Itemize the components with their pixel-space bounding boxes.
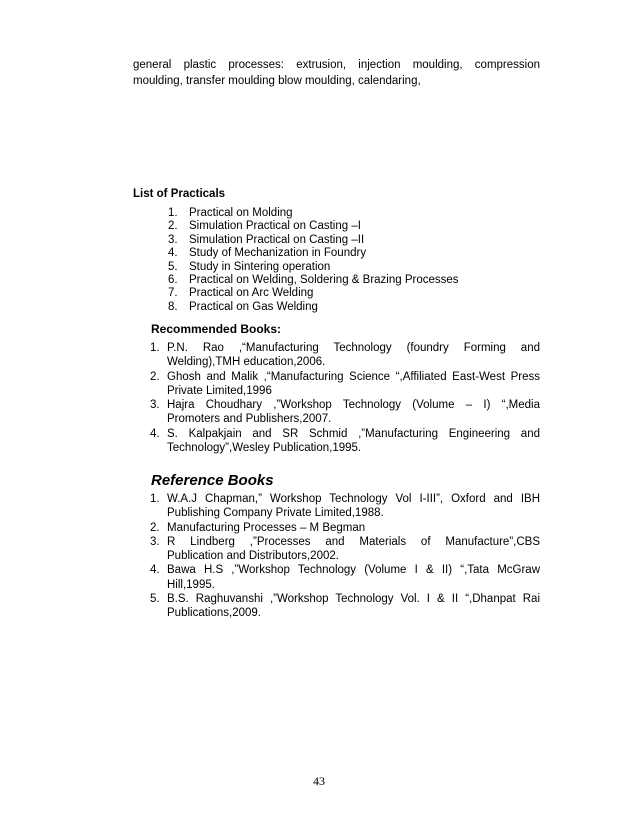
practical-number: 3.	[168, 233, 178, 246]
reference-books-list	[150, 492, 540, 621]
book-line-2: Publications,2009.	[167, 607, 261, 620]
book-item	[150, 535, 540, 564]
intro-paragraph	[133, 57, 540, 89]
book-line-1: Bawa H.S ,”Workshop Technology (Volume I & II) “,Tata McGraw	[167, 564, 540, 577]
book-line-2: Welding),TMH education,2006.	[167, 356, 326, 369]
practical-item	[168, 287, 459, 300]
practical-text: Simulation Practical on Casting –I	[189, 220, 361, 233]
practical-item	[168, 234, 459, 247]
book-line-2: Publication and Distributors,2002.	[167, 550, 339, 563]
practical-item	[168, 301, 459, 314]
book-line-1: Manufacturing Processes – M Begman	[167, 521, 366, 534]
practical-text: Simulation Practical on Casting –II	[189, 233, 365, 246]
book-item	[150, 341, 540, 370]
book-number: 2.	[150, 370, 160, 383]
practical-number: 7.	[168, 287, 178, 300]
book-item	[150, 492, 540, 521]
book-line-1: Ghosh and Malik ,“Manufacturing Science “,Affiliated East-West Press	[167, 370, 540, 383]
book-line-1: B.S. Raghuvanshi ,”Workshop Technology Vol. I & II “,Dhanpat Rai	[167, 593, 540, 606]
practical-number: 2.	[168, 220, 178, 233]
practicals-list	[168, 207, 459, 314]
practical-item	[168, 261, 459, 274]
book-line-2: Technology”,Wesley Publication,1995.	[167, 442, 362, 455]
practical-number: 4.	[168, 247, 178, 260]
book-line-2: Publishing Company Private Limited,1988.	[167, 507, 384, 520]
book-number: 4.	[150, 427, 160, 440]
practical-text: Practical on Gas Welding	[189, 300, 318, 313]
book-number: 2.	[150, 521, 160, 534]
book-line-2: Hill,1995.	[167, 578, 215, 591]
page-number: 43	[313, 774, 325, 788]
book-item	[150, 398, 540, 427]
book-item	[150, 592, 540, 621]
practical-number: 6.	[168, 274, 178, 287]
practical-number: 5.	[168, 260, 178, 273]
reference-books-heading: Reference Books	[151, 472, 274, 489]
practical-item	[168, 220, 459, 233]
book-item	[150, 370, 540, 399]
book-number: 4.	[150, 564, 160, 577]
book-number: 1.	[150, 342, 160, 354]
practical-text: Practical on Welding, Soldering & Brazing Processes	[189, 274, 459, 287]
practical-number: 8.	[168, 300, 178, 313]
practical-text: Study in Sintering operation	[189, 260, 331, 273]
practical-text: Practical on Molding	[189, 207, 293, 219]
intro-line-1: general plastic processes: extrusion, injection moulding, compression	[133, 59, 540, 71]
intro-line-2: moulding, transfer moulding blow moulding, calendaring,	[133, 75, 421, 87]
practical-number: 1.	[168, 207, 178, 219]
book-line-2: Promoters and Publishers,2007.	[167, 413, 332, 426]
recommended-books-heading: Recommended Books:	[151, 322, 282, 336]
book-item	[150, 521, 540, 535]
book-item	[150, 563, 540, 592]
book-number: 3.	[150, 399, 160, 412]
practical-item	[168, 247, 459, 260]
book-line-2: Private Limited,1996	[167, 384, 272, 397]
book-number: 1.	[150, 493, 160, 505]
book-item	[150, 427, 540, 456]
practical-text: Practical on Arc Welding	[189, 287, 314, 300]
practical-item	[168, 207, 459, 220]
book-number: 3.	[150, 535, 160, 548]
book-line-1: S. Kalpakjain and SR Schmid ,”Manufacturing Engineering and	[167, 427, 540, 440]
book-number: 5.	[150, 593, 160, 606]
book-line-1: P.N. Rao ,“Manufacturing Technology (foundry Forming and	[167, 342, 540, 354]
book-line-1: R Lindberg ,”Processes and Materials of Manufacture”,CBS	[167, 535, 540, 548]
recommended-books-list	[150, 341, 540, 455]
practical-item	[168, 274, 459, 287]
practical-text: Study of Mechanization in Foundry	[189, 247, 367, 260]
practicals-heading: List of Practicals	[133, 188, 226, 200]
book-line-1: Hajra Choudhary ,”Workshop Technology (Volume – I) “,Media	[167, 399, 540, 412]
book-line-1: W.A.J Chapman,” Workshop Technology Vol I-III”, Oxford and IBH	[167, 493, 540, 505]
